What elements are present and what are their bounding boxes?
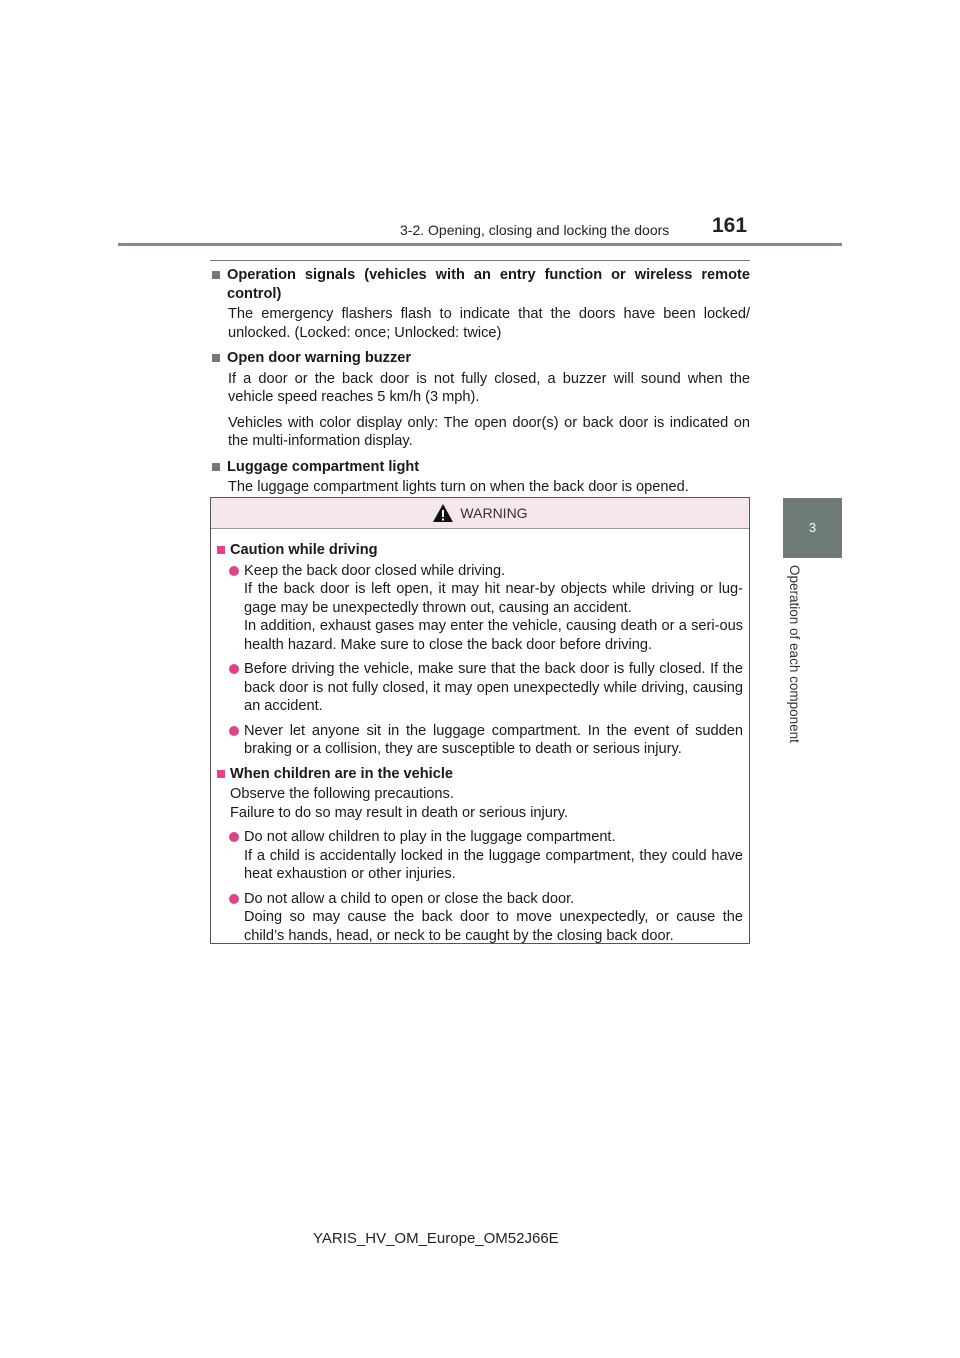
square-bullet-icon	[212, 271, 220, 279]
circle-bullet-icon	[229, 664, 239, 674]
footer-doc-id: YARIS_HV_OM_Europe_OM52J66E	[313, 1230, 559, 1247]
bullet-line: Before driving the vehicle, make sure that the back door is fully closed. If the back door is not fully closed, it may open unexpectedly while driving, causing an accident.	[244, 661, 743, 714]
paragraph: If a door or the back door is not fully closed, a buzzer will sound when the vehicle speed reaches 5 km/h (3 mph).	[228, 370, 750, 405]
intro-line: Observe the following precautions.	[230, 786, 454, 802]
list-item	[229, 660, 743, 716]
section-rule	[210, 260, 750, 261]
square-bullet-icon	[217, 770, 225, 778]
bullet-line: Keep the back door closed while driving.	[244, 562, 506, 579]
section-heading: Luggage compartment light	[227, 458, 420, 475]
header-rule	[118, 243, 842, 246]
warning-heading: When children are in the vehicle	[230, 765, 454, 782]
warning-triangle-icon	[432, 503, 454, 523]
bullet-line: Do not allow children to play in the luggage compartment.	[244, 829, 616, 845]
paragraph: Vehicles with color display only: The open door(s) or back door is indicated on the multi-information display.	[228, 414, 750, 449]
circle-bullet-icon	[229, 726, 239, 736]
list-item	[229, 722, 743, 759]
bullet-line: If the back door is left open, it may hit near-by objects while driving or lug-gage may be unexpectedly thrown out, causing an accident.	[244, 581, 743, 616]
square-bullet-icon	[212, 463, 220, 471]
content	[210, 266, 750, 504]
warning-group-caution	[217, 541, 743, 759]
circle-bullet-icon	[229, 894, 239, 904]
warning-title: WARNING	[460, 505, 528, 521]
list-item	[229, 890, 743, 946]
circle-bullet-icon	[229, 566, 239, 576]
bullet-line: In addition, exhaust gases may enter the vehicle, causing death or a seri-ous health hazard. Make sure to close the back door before driving.	[244, 618, 743, 653]
section-luggage-light	[210, 458, 750, 497]
warning-header	[211, 498, 749, 529]
bullet-line: If a child is accidentally locked in the luggage compartment, they could have heat exhaustion or other injuries.	[244, 847, 743, 882]
section-open-door-buzzer	[210, 349, 750, 451]
page-number: 161	[712, 214, 748, 237]
bullet-line: Doing so may cause the back door to move unexpectedly, or cause the child’s hands, head, or neck to be caught by the closing back door.	[244, 909, 743, 944]
chapter-tab	[783, 498, 842, 558]
square-bullet-icon	[217, 546, 225, 554]
bullet-line: Do not allow a child to open or close the back door.	[244, 890, 575, 907]
warning-heading: Caution while driving	[230, 542, 378, 558]
warning-group-children	[217, 765, 743, 946]
list-item	[229, 828, 743, 884]
chapter-number: 3	[808, 520, 817, 535]
paragraph: The luggage compartment lights turn on when the back door is opened.	[228, 479, 689, 495]
page-header-section: 3-2. Opening, closing and locking the doors	[400, 222, 670, 238]
list-item	[229, 562, 743, 655]
section-heading: Operation signals (vehicles with an entry function or wireless remote control)	[227, 267, 750, 302]
bullet-line: Never let anyone sit in the luggage compartment. In the event of sudden braking or a collision, they are susceptible to death or serious injury.	[244, 722, 743, 757]
intro-line: Failure to do so may result in death or serious injury.	[230, 804, 568, 821]
square-bullet-icon	[212, 354, 220, 362]
warning-box	[210, 497, 750, 944]
circle-bullet-icon	[229, 832, 239, 842]
chapter-title: Operation of each component	[787, 565, 802, 743]
section-heading: Open door warning buzzer	[227, 350, 412, 366]
section-operation-signals	[210, 266, 750, 342]
paragraph: The emergency flashers flash to indicate that the doors have been locked/ unlocked. (Locked: once; Unlocked: twice)	[228, 306, 750, 341]
